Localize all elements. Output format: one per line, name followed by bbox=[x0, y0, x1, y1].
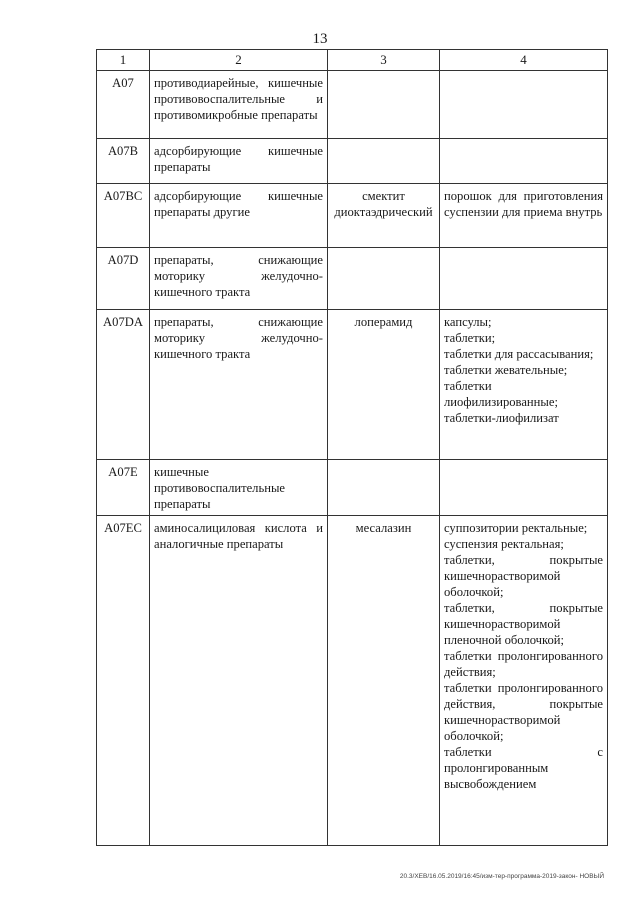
description-cell: кишечные противовоспалительные препараты bbox=[150, 460, 328, 516]
dosage-form-item: таблетки пролонгированного действия, покрытые кишечнорастворимой оболочкой; bbox=[444, 681, 603, 743]
dosage-form-cell bbox=[440, 516, 608, 846]
table-row bbox=[97, 310, 608, 460]
inn-cell bbox=[328, 71, 440, 139]
description-cell: препараты, снижающие моторику желудочно-кишечного тракта bbox=[150, 248, 328, 310]
inn-cell: смектит диоктаэдрический bbox=[328, 184, 440, 248]
inn-cell bbox=[328, 248, 440, 310]
inn-cell bbox=[328, 139, 440, 184]
atc-code-cell: А07ЕС bbox=[97, 516, 150, 846]
dosage-form-item: таблетки с пролонгированным высвобождением bbox=[444, 745, 603, 791]
table-row bbox=[97, 516, 608, 846]
table-row bbox=[97, 71, 608, 139]
dosage-form-item: таблетки, покрытые кишечнорастворимой оболочкой; bbox=[444, 553, 603, 599]
dosage-form-item: таблетки пролонгированного действия; bbox=[444, 649, 603, 679]
inn-cell bbox=[328, 460, 440, 516]
atc-code-cell: А07В bbox=[97, 139, 150, 184]
inn-cell: месалазин bbox=[328, 516, 440, 846]
medication-table bbox=[96, 49, 608, 846]
inn-cell: лоперамид bbox=[328, 310, 440, 460]
dosage-form-cell bbox=[440, 184, 608, 248]
dosage-form-cell bbox=[440, 71, 608, 139]
dosage-form-item: порошок для приготовления суспензии для приема внутрь bbox=[444, 189, 603, 219]
atc-code-cell: А07Е bbox=[97, 460, 150, 516]
header-row bbox=[97, 50, 608, 71]
document-footer: 20.3/ХЕВ/16.05.2019/16:45/изм-тер-программа-2019-закон- НОВЫЙ bbox=[399, 873, 604, 880]
atc-code-cell: А07D bbox=[97, 248, 150, 310]
dosage-form-cell bbox=[440, 139, 608, 184]
atc-code-cell: А07ВС bbox=[97, 184, 150, 248]
atc-code-cell: А07DA bbox=[97, 310, 150, 460]
dosage-form-item: таблетки-лиофилизат bbox=[444, 411, 559, 425]
dosage-form-item: суппозитории ректальные; bbox=[444, 521, 588, 535]
dosage-form-item: таблетки, покрытые кишечнорастворимой пленочной оболочкой; bbox=[444, 601, 603, 647]
column-header-4: 4 bbox=[440, 50, 608, 71]
dosage-form-item: таблетки лиофилизированные; bbox=[444, 379, 558, 409]
column-header-3: 3 bbox=[328, 50, 440, 71]
column-header-1: 1 bbox=[97, 50, 150, 71]
dosage-form-cell bbox=[440, 248, 608, 310]
table-row bbox=[97, 184, 608, 248]
description-cell: препараты, снижающие моторику желудочно-кишечного тракта bbox=[150, 310, 328, 460]
table-row bbox=[97, 139, 608, 184]
dosage-form-item: таблетки; bbox=[444, 331, 496, 345]
dosage-form-item: таблетки для рассасывания; bbox=[444, 347, 594, 361]
description-cell: аминосалициловая кислота и аналогичные препараты bbox=[150, 516, 328, 846]
description-cell: адсорбирующие кишечные препараты другие bbox=[150, 184, 328, 248]
column-header-2: 2 bbox=[150, 50, 328, 71]
dosage-form-item: таблетки жевательные; bbox=[444, 363, 568, 377]
dosage-form-cell bbox=[440, 310, 608, 460]
page-number: 13 bbox=[312, 31, 328, 47]
dosage-form-item: суспензия ректальная; bbox=[444, 537, 564, 551]
table-row bbox=[97, 460, 608, 516]
dosage-form-item: капсулы; bbox=[444, 315, 492, 329]
table-row bbox=[97, 248, 608, 310]
description-cell: адсорбирующие кишечные препараты bbox=[150, 139, 328, 184]
atc-code-cell: А07 bbox=[97, 71, 150, 139]
description-cell: противодиарейные, кишечные противовоспалительные и противомикробные препараты bbox=[150, 71, 328, 139]
dosage-form-cell bbox=[440, 460, 608, 516]
